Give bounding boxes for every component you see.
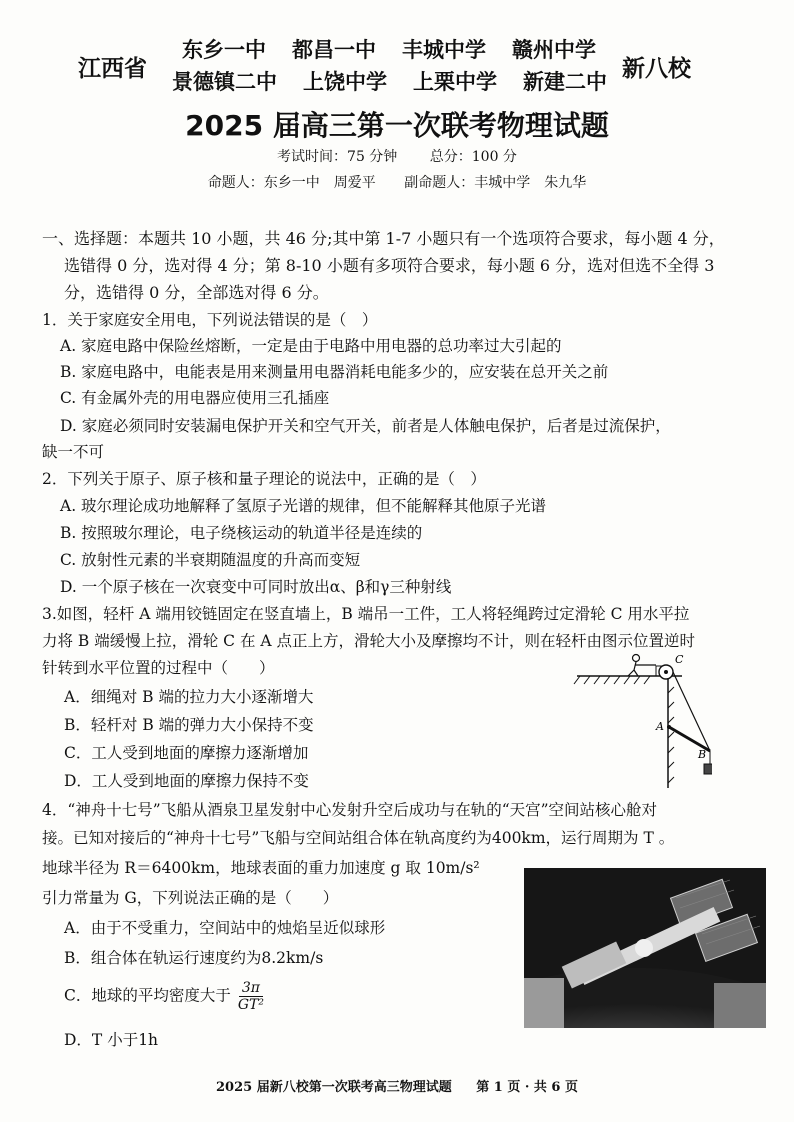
label-b: B [698,748,707,761]
school-name: 都昌一中 [292,38,376,62]
space-station-image [524,868,766,1028]
main-author: 命题人：东乡一中 周爱平 [207,175,376,191]
question-1-option-b: B. 家庭电路中，电能表是用来测量用电器消耗电能多少的，应安装在总开关之前 [60,363,609,381]
school-row-1 [182,34,596,64]
question-1-option-d: D. 家庭必须同时安装漏电保护开关和空气开关，前者是人体触电保护，后者是过流保护， [60,417,671,435]
school-name: 东乡一中 [182,38,266,62]
province-label: 江西省 [78,56,147,82]
question-1-stem: 1．关于家庭安全用电，下列说法错误的是（ ） [42,311,378,329]
section-instructions-line: 分，选错得 0 分，全部选对得 6 分。 [64,283,329,302]
question-2-option-c: C. 放射性元素的半衰期随温度的升高而变短 [60,551,361,569]
alliance-label: 新八校 [622,56,691,82]
exam-info [0,146,794,166]
pulley-rod-diagram [572,648,712,788]
section-instructions-line: 一、选择题：本题共 10 小题，共 46 分;其中第 1-7 小题只有一个选项符合要求，每小题 4 分， [42,229,725,248]
question-3-stem: 力将 B 端缓慢上拉，滑轮 C 在 A 点正上方，滑轮大小及摩擦均不计，则在轻杆由图示位置逆时 [42,632,696,650]
question-3-stem: 针转到水平位置的过程中（ ） [42,659,275,677]
school-row-2 [172,66,607,96]
fraction-numerator: 3π [239,980,263,997]
question-4-stem: 接。已知对接后的“神舟十七号”飞船与空间站组合体在轨高度约为400km，运行周期为 T 。 [42,829,675,847]
exam-title: 2025 届高三第一次联考物理试题 [185,109,609,142]
school-name: 丰城中学 [402,38,486,62]
question-3-stem: 3.如图，轻杆 A 端用铰链固定在竖直墙上，B 端吊一工件，工人将轻绳跨过定滑轮 C 用水平拉 [42,605,690,623]
label-c: C [675,653,684,666]
footer-title: 2025 届新八校第一次联考高三物理试题 [215,1080,452,1095]
school-name: 赣州中学 [512,38,596,62]
page-footer [0,1076,794,1095]
page-number: 第 1 页 · 共 6 页 [476,1080,579,1095]
question-2-option-a: A. 玻尔理论成功地解释了氢原子光谱的规律，但不能解释其他原子光谱 [60,497,547,515]
question-4-stem: 引力常量为 G，下列说法正确的是（ ） [42,889,339,907]
section-instructions-line: 选错得 0 分，选对得 4 分；第 8-10 小题有多项符合要求，每小题 6 分，选对但选不全得 3 [64,256,715,275]
space-station-photo [524,868,766,1028]
question-3-option-d: D．工人受到地面的摩擦力保持不变 [64,772,309,790]
question-4-stem: 4．“神舟十七号”飞船从酒泉卫星发射中心发射升空后成功与在轨的“天宫”空间站核心舱对 [42,801,658,819]
question-2-option-d: D. 一个原子核在一次衰变中可同时放出α、β和γ三种射线 [60,578,452,596]
school-name: 上饶中学 [303,70,387,94]
question-1-option-c: C. 有金属外壳的用电器应使用三孔插座 [60,389,330,407]
question-1-option-a: A. 家庭电路中保险丝熔断，一定是由于电路中用电器的总功率过大引起的 [60,337,562,355]
exam-score: 总分：100 分 [429,149,517,165]
density-fraction [238,980,264,1013]
option-c-text: C．地球的平均密度大于 [64,986,231,1005]
vice-author: 副命题人：丰城中学 朱九华 [404,175,587,191]
question-2-option-b: B. 按照玻尔理论，电子绕核运动的轨道半径是连续的 [60,524,423,542]
question-3-option-a: A．细绳对 B 端的拉力大小逐渐增大 [64,688,314,706]
question-4-option-d: D．T 小于1h [64,1031,159,1049]
authors [0,172,794,192]
question-4-stem: 地球半径为 R＝6400km，地球表面的重力加速度 g 取 10m/s² [42,859,480,877]
question-4-option-a: A．由于不受重力，空间站中的烛焰呈近似球形 [64,919,386,937]
question-1-option-d-cont: 缺一不可 [42,443,105,461]
label-a: A [656,720,664,733]
exam-time: 考试时间：75 分钟 [277,149,398,165]
fraction-denominator: GT² [237,997,264,1013]
school-name: 上栗中学 [413,70,497,94]
question-4-option-c [64,980,264,1013]
school-name: 新建二中 [523,70,607,94]
question-4-option-b: B．组合体在轨运行速度约为8.2km/s [64,949,324,967]
question-2-stem: 2．下列关于原子、原子核和量子理论的说法中，正确的是（ ） [42,470,486,488]
question-3-option-b: B．轻杆对 B 端的弹力大小保持不变 [64,716,314,734]
question-3-option-c: C．工人受到地面的摩擦力逐渐增加 [64,744,309,762]
school-name: 景德镇二中 [172,70,277,94]
